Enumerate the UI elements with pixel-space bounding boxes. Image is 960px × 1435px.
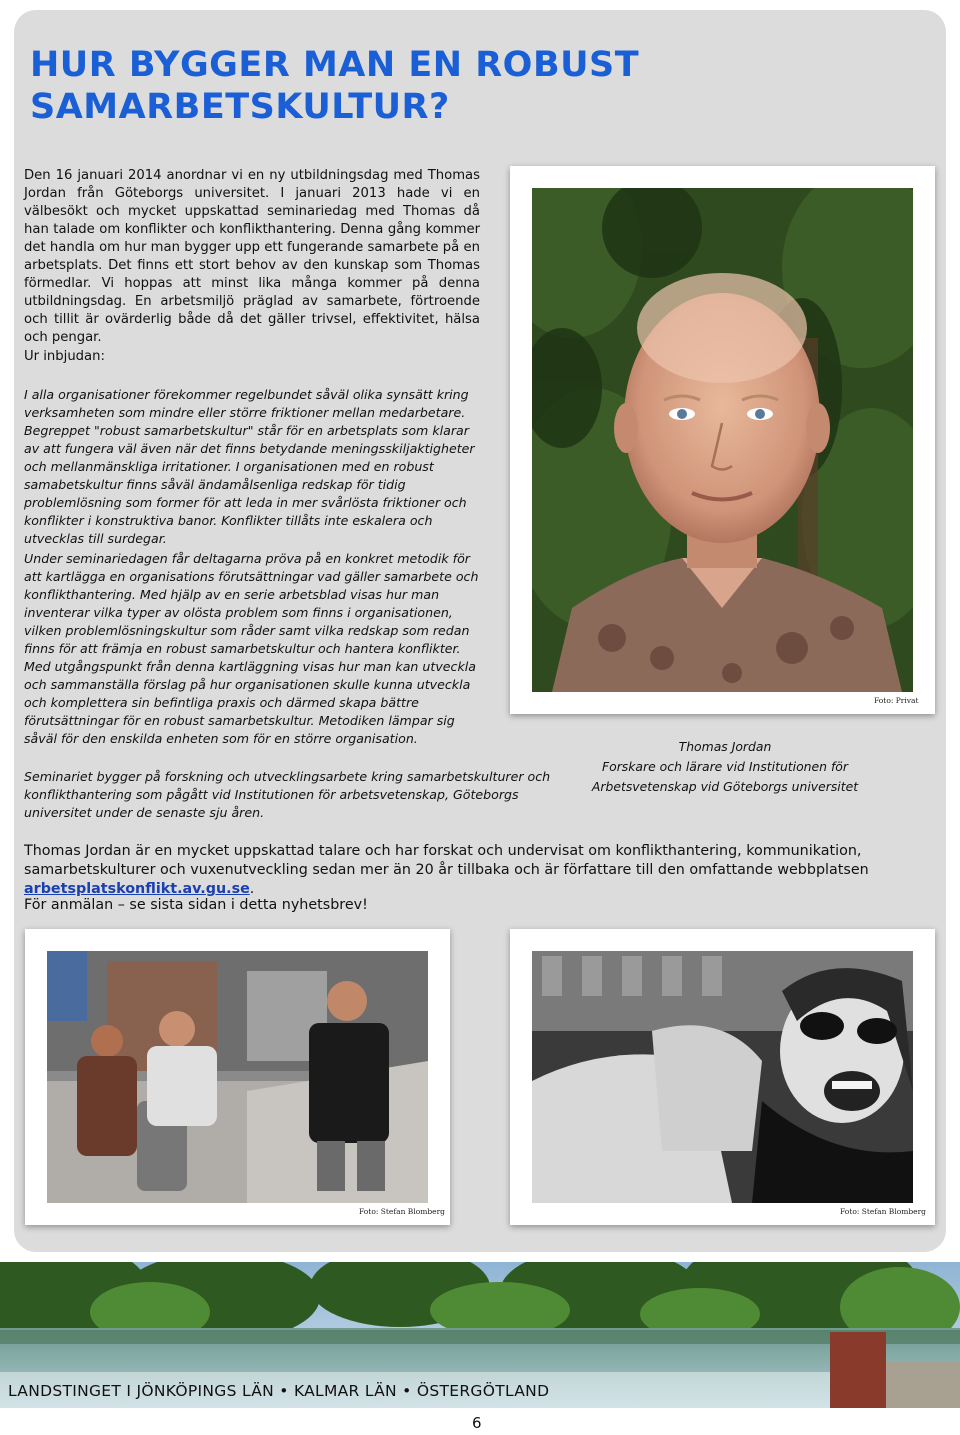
website-link[interactable]: arbetsplatskonflikt.av.gu.se <box>24 881 250 897</box>
bio-paragraph <box>24 842 934 899</box>
portrait-photo-frame <box>510 166 935 714</box>
portrait-photo <box>532 188 913 692</box>
group-photo-frame <box>25 929 450 1225</box>
caption-line-3: Arbetsvetenskap vid Göteborgs universitet <box>591 779 859 794</box>
signup-note: För anmälan – se sista sidan i detta nyhetsbrev! <box>24 897 368 913</box>
invitation-label: Ur inbjudan: <box>24 349 105 364</box>
invitation-quote-1: I alla organisationer förekommer regelbundet såväl olika synsätt kring verksamheten som mindre eller större friktioner mellan medarbetare. Begreppet "robust samarbetskultur" står för en arbetsplats som klarar av att fungera väl även när det finns betydande meningsskiljaktigheter och mellanmänskliga irritationer. I organisationen med en robust samabetskultur finns såväl ändamålsenliga redskap för tidig problemlösning som former för att leda in mer svårlösta friktioner och konflikter i konstruktiva banor. Konflikter tillåts inte eskalera och utvecklas till surdegar. <box>24 387 475 546</box>
intro-paragraph: Den 16 januari 2014 anordnar vi en ny utbildningsdag med Thomas Jordan från Göteborgs universitet. I januari 2013 hade vi en välbesökt och mycket uppskattad seminariedag med Thomas då han talade om konflikter och konflikthantering. Denna gång kommer det handla om hur man bygger upp ett fungerande samarbete på en arbetsplats. Det finns ett stort behov av den kunskap som Thomas förmedlar. Vi hoppas att minst lika många kommer på denna utbildningsdag. En arbetsmiljö präglad av samarbete, förtroende och tillit är ovärderlig både då det gäller trivsel, effektivitet, hälsa och pengar. <box>24 168 480 345</box>
group-photo-credit: Foto: Stefan Blomberg <box>359 1207 445 1216</box>
invitation-quote-2: Under seminariedagen får deltagarna pröva på en konkret metodik för att kartlägga en organisations förutsättningar vad gäller samarbete och konflikthantering. Med hjälp av en serie arbetsblad visas hur man inventerar vilka typer av olösta problem som finns i organisationen, vilken problemlösningskultur som råder samt vilka redskap som redan finns för att främja en robust samarbetskultur och hantera konflikter. Med utgångspunkt från denna kartläggning visas hur man kan utveckla och sammanställa förslag på hur organisationen skulle kunna utveckla och komplettera sin befintliga praxis och därmed skapa bättre förutsättningar för en robust samarbetskultur. Metodiken lämpar sig såväl för den enskilda enheten som för en större organisation. <box>24 551 479 746</box>
caption-line-2: Forskare och lärare vid Institutionen för <box>602 759 848 774</box>
laughing-woman-photo-frame <box>510 929 935 1225</box>
group-photo <box>47 951 428 1203</box>
laughing-woman-photo-credit: Foto: Stefan Blomberg <box>840 1207 926 1216</box>
laughing-woman-photo <box>532 951 913 1203</box>
bio-text: Thomas Jordan är en mycket uppskattad talare och har forskat och undervisat om konflikthantering, kommunikation, samarbetskulturer och vuxenutveckling sedan mer än 20 år tillbaka och är författare till den omfattande webbplatsen <box>24 843 869 878</box>
invitation-quote-3: Seminariet bygger på forskning och utvecklingsarbete kring samarbetskulturer och konflikthantering som pågått vid Institutionen för arbetsvetenskap, Göteborgs universitet under de senaste sju åren. <box>24 769 551 820</box>
portrait-caption <box>575 737 875 797</box>
bio-end: . <box>249 881 255 897</box>
portrait-photo-credit: Foto: Privat <box>874 696 919 705</box>
caption-name: Thomas Jordan <box>678 739 772 754</box>
footer-banner-text: LANDSTINGET I JÖNKÖPINGS LÄN • KALMAR LÄN • ÖSTERGÖTLAND <box>8 1382 550 1400</box>
page-number: 6 <box>472 1414 482 1432</box>
page-title: HUR BYGGER MAN EN ROBUST SAMARBETSKULTUR? <box>30 45 640 127</box>
